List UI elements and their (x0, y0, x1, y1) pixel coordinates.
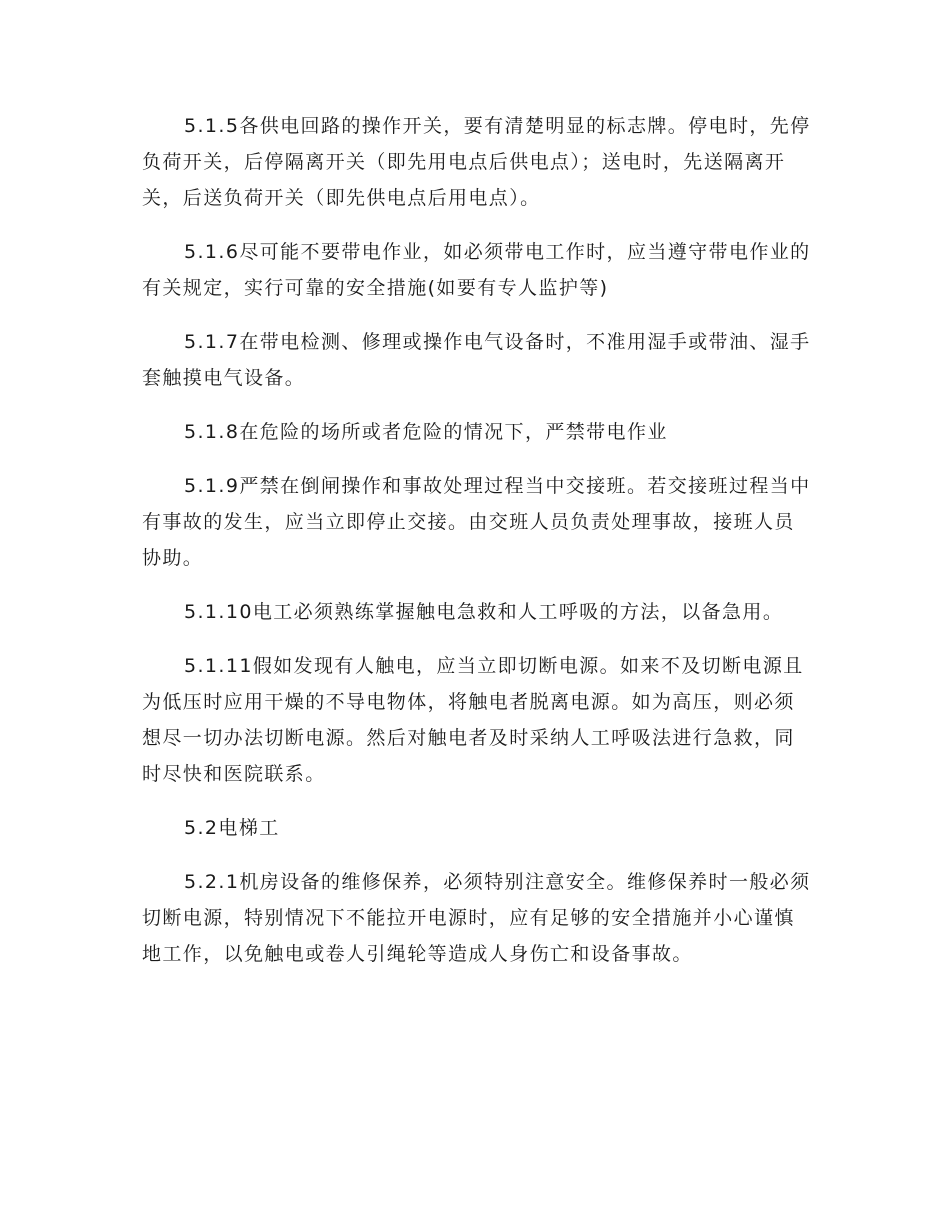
paragraph-5-2-1: 5.2.1机房设备的维修保养，必须特别注意安全。维修保养时一般必须切断电源，特别情况下不能拉开电源时，应有足够的安全措施并小心谨慎地工作，以免触电或卷人引绳轮等造成人身伤亡和设备事故。 (142, 871, 811, 965)
document-body (142, 108, 814, 990)
paragraph-5-1-9: 5.1.9严禁在倒闸操作和事故处理过程当中交接班。若交接班过程当中有事故的发生，应当立即停止交接。由交班人员负责处理事故，接班人员协助。 (142, 475, 811, 569)
paragraph-5-1-8: 5.1.8在危险的场所或者危险的情况下，严禁带电作业 (184, 421, 668, 443)
paragraph-5-1-11: 5.1.11假如发现有人触电，应当立即切断电源。如来不及切断电源且为低压时应用干燥的不导电物体，将触电者脱离电源。如为高压，则必须想尽一切办法切断电源。然后对触电者及时采纳人工呼吸法进行急救，同时尽快和医院联系。 (142, 655, 804, 785)
paragraph-5-1-7: 5.1.7在带电检测、修理或操作电气设备时，不准用湿手或带油、湿手套触摸电气设备。 (142, 331, 811, 389)
paragraph-5-1-6: 5.1.6尽可能不要带电作业，如必须带电工作时，应当遵守带电作业的有关规定，实行可靠的安全措施(如要有专人监护等) (142, 241, 811, 299)
paragraph-5-1-5: 5.1.5各供电回路的操作开关，要有清楚明显的标志牌。停电时，先停负荷开关，后停隔离开关（即先用电点后供电点）；送电时，先送隔离开关，后送负荷开关（即先供电点后用电点）。 (142, 115, 811, 209)
paragraph-5-1-10: 5.1.10电工必须熟练掌握触电急救和人工呼吸的方法，以备急用。 (184, 601, 784, 623)
section-heading-5-2: 5.2电梯工 (184, 817, 280, 839)
